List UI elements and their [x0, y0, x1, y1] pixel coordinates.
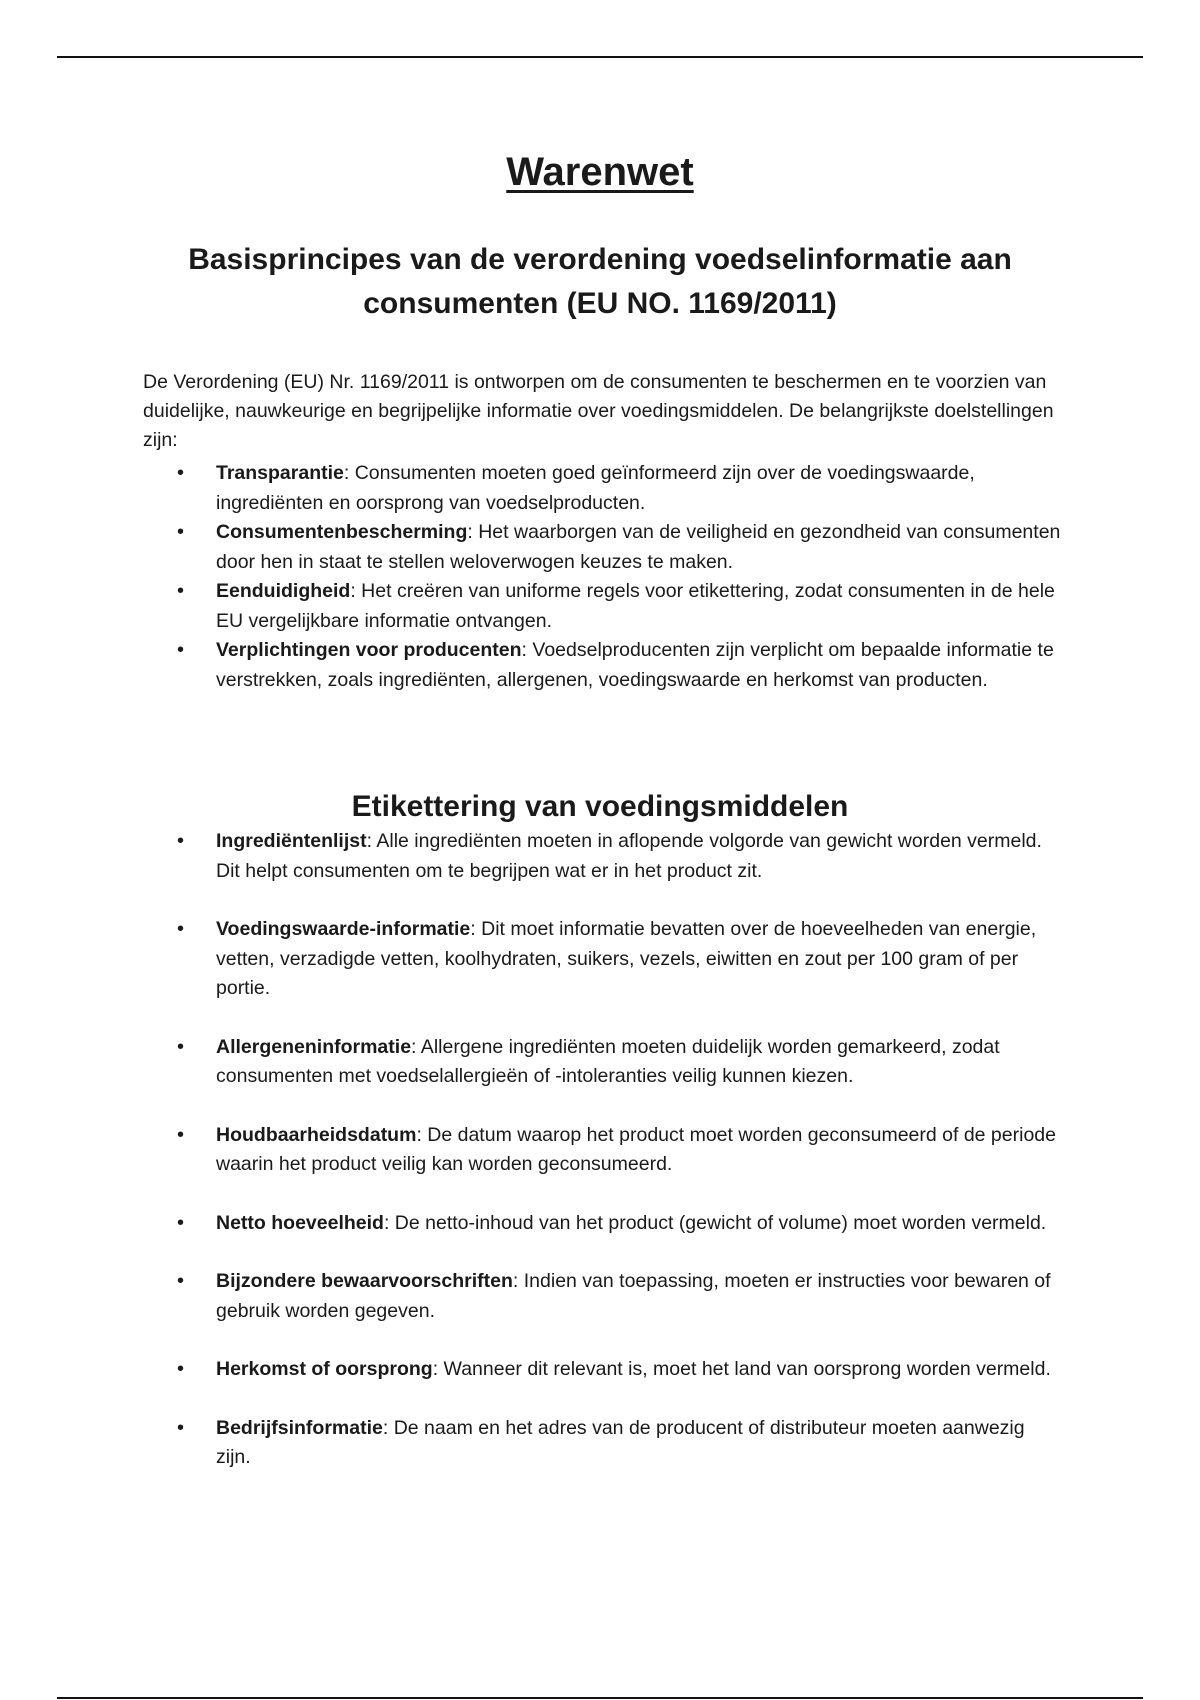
list-item-text: : Het creëren van uniforme regels voor etikettering, zodat consumenten in de hele EU vergelijkbare informatie ontvangen.: [216, 580, 1055, 632]
list-item-text: : Voedselproducenten zijn verplicht om bepaalde informatie te verstrekken, zoals ingrediënten, allergenen, voedingswaarde en herkomst van producten.: [216, 639, 1054, 691]
list-item: [143, 577, 1063, 636]
list-item-term: Allergeneninformatie: [216, 1035, 412, 1058]
list-item-term: Ingrediëntenlijst: [216, 830, 367, 852]
page-subtitle: Basisprincipes van de verordening voedselinformatie aan consumenten (EU NO. 1169/2011): [188, 243, 1012, 320]
list-item: [143, 827, 1063, 886]
intro-paragraph: De Verordening (EU) Nr. 1169/2011 is ontworpen om de consumenten te beschermen en te voorzien van duidelijke, nauwkeurige en begrijpelijke informatie over voedingsmiddelen. De belangrijkste doelstellingen zijn:: [143, 371, 1054, 451]
list-item-term: Netto hoeveelheid: [216, 1211, 384, 1234]
list-item-term: Verplichtingen voor producenten: [216, 639, 522, 661]
section-heading-labeling: Etikettering van voedingsmiddelen: [351, 790, 849, 823]
list-item: [143, 459, 1063, 518]
list-item-term: Voedingswaarde-informatie: [216, 918, 471, 940]
list-item-text: : Wanneer dit relevant is, moet het land van oorsprong worden vermeld.: [432, 1358, 1051, 1380]
list-item-text: : Allergene ingrediënten moeten duidelijk worden gemarkeerd, zodat consumenten met voedselallergieën of -intoleranties veilig kunnen kiezen.: [216, 1035, 1000, 1087]
list-item-text: : De netto-inhoud van het product (gewicht of volume) moet worden vermeld.: [383, 1211, 1047, 1234]
list-item-text: : Consumenten moeten goed geïnformeerd zijn over de voedingswaarde, ingrediënten en oorsprong van voedselproducten.: [216, 462, 975, 514]
list-item-text: : Indien van toepassing, moeten er instructies voor bewaren of gebruik worden gegeven.: [216, 1270, 1051, 1322]
list-item: [143, 1355, 1063, 1385]
list-item: [143, 1121, 1063, 1180]
list-item: [143, 1267, 1063, 1326]
list-item-text: : De datum waarop het product moet worden geconsumeerd of de periode waarin het product veilig kan worden geconsumeerd.: [216, 1123, 1056, 1175]
list-item: [143, 1209, 1063, 1239]
list-item-term: Herkomst of oorsprong: [216, 1358, 433, 1380]
list-item-term: Transparantie: [216, 462, 344, 484]
labeling-list: [143, 827, 1063, 1502]
page-title: Warenwet: [506, 150, 694, 194]
list-item-text: : De naam en het adres van de producent of distributeur moeten aanwezig zijn.: [216, 1416, 1025, 1468]
list-item: [143, 636, 1063, 695]
list-item-term: Consumentenbescherming: [216, 521, 468, 543]
list-item: [143, 1414, 1063, 1473]
goals-list: [143, 459, 1063, 695]
list-item: [143, 1033, 1063, 1092]
list-item-term: Bijzondere bewaarvoorschriften: [216, 1270, 513, 1292]
list-item: [143, 915, 1063, 1004]
list-item-term: Bedrijfsinformatie: [216, 1416, 383, 1439]
list-item: [143, 518, 1063, 577]
list-item-text: : Dit moet informatie bevatten over de hoeveelheden van energie, vetten, verzadigde vetten, koolhydraten, suikers, vezels, eiwitten en zout per 100 gram of per portie.: [216, 918, 1037, 999]
list-item-text: : Het waarborgen van de veiligheid en gezondheid van consumenten door hen in staat te stellen weloverwogen keuzes te maken.: [216, 521, 1061, 573]
list-item-term: Eenduidigheid: [216, 580, 351, 602]
header-rule: [57, 56, 1143, 58]
list-item-text: : Alle ingrediënten moeten in aflopende volgorde van gewicht worden vermeld. Dit helpt consumenten om te begrijpen wat er in het product zit.: [216, 830, 1042, 882]
footer-rule: [57, 1697, 1143, 1699]
list-item-term: Houdbaarheidsdatum: [216, 1123, 417, 1146]
